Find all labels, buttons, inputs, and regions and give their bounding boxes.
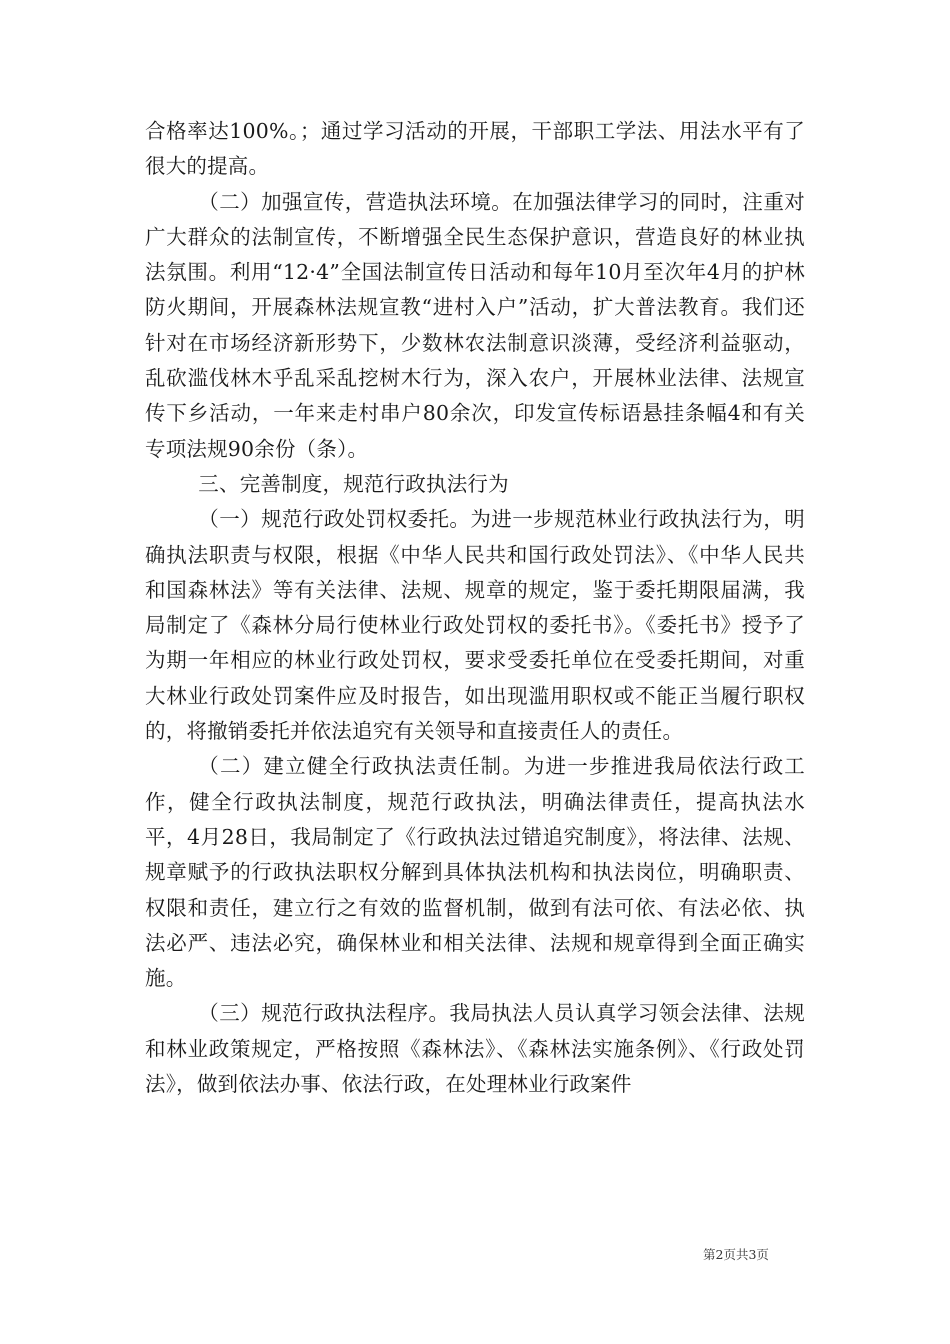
section-heading-3: 三、完善制度，规范行政执法行为	[198, 471, 509, 496]
paragraph-6: （三）规范行政执法程序。我局执法人员认真学习领会法律、法规和林业政策规定，严格按照《森林法》、《森林法实施条例》、《行政处罚法》，做到依法办事、依法行政，在处理林业行政案件	[145, 1001, 805, 1097]
paragraph-5: （二）建立健全行政执法责任制。为进一步推进我局依法行政工作，健全行政执法制度，规范行政执法，明确法律责任，提高执法水平，4月28日，我局制定了《行政执法过错追究制度》，将法律、法规、规章赋予的行政执法职权分解到具体执法机构和执法岗位，明确职责、权限和责任，建立行之有效的监督机制，做到有法可依、有法必依、执法必严、违法必究，确保林业和相关法律、法规和规章得到全面正确实施。	[145, 754, 805, 991]
paragraph-2: （二）加强宣传，营造执法环境。在加强法律学习的同时，注重对广大群众的法制宣传，不断增强全民生态保护意识，营造良好的林业执法氛围。利用“12·4”全国法制宣传日活动和每年10月至次年4月的护林防火期间，开展森林法规宣教“进村入户”活动，扩大普法教育。我们还针对在市场经济新形势下，少数林农法制意识淡薄，受经济利益驱动，乱砍滥伐林木乎乱采乱挖树木行为，深入农户，开展林业法律、法规宣传下乡活动，一年来走村串户80余次，印发宣传标语悬挂条幅4和有关专项法规90余份（条）。	[145, 189, 805, 461]
paragraph-1: 合格率达100%。；通过学习活动的开展，干部职工学法、用法水平有了很大的提高。	[145, 119, 805, 179]
page-number: 第2页共3页	[703, 1247, 769, 1262]
document-body	[145, 114, 805, 1102]
paragraph-4: （一）规范行政处罚权委托。为进一步规范林业行政执法行为，明确执法职责与权限，根据《中华人民共和国行政处罚法》、《中华人民共和国森林法》等有关法律、法规、规章的规定，鉴于委托期限届满，我局制定了《森林分局行使林业行政处罚权的委托书》。《委托书》授予了为期一年相应的林业行政处罚权，要求受委托单位在受委托期间，对重大林业行政处罚案件应及时报告，如出现滥用职权或不能正当履行职权的，将撤销委托并依法追究有关领导和直接责任人的责任。	[145, 507, 805, 744]
